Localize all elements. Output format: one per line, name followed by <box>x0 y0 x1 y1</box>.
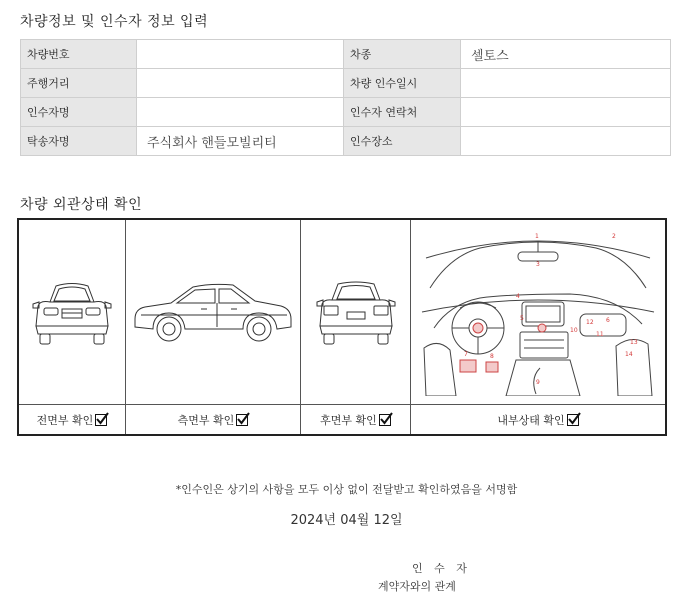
exterior-check-title: 차량 외관상태 확인 <box>20 197 143 213</box>
receiver-contact-field[interactable] <box>461 98 671 127</box>
car-rear-diagram <box>314 272 398 352</box>
table-row <box>21 98 671 127</box>
car-interior-diagram <box>420 228 656 396</box>
relation-label: 계약자와의 관계 <box>378 580 456 593</box>
table-row <box>21 40 671 69</box>
marker-label: 12 <box>586 319 594 326</box>
inspection-grid <box>17 218 667 436</box>
table-row <box>21 127 671 156</box>
label-handover-location: 인수장소 <box>344 127 461 156</box>
marker-label: 9 <box>536 379 540 386</box>
marker-label: 2 <box>612 233 616 240</box>
marker-label: 14 <box>625 351 633 358</box>
label-receiver-contact: 인수자 연락처 <box>344 98 461 127</box>
signer-label: 인 수 자 <box>412 562 471 575</box>
vehicle-number-field[interactable] <box>137 40 344 69</box>
car-side-diagram <box>131 279 295 345</box>
label-receiver-name: 인수자명 <box>21 98 137 127</box>
checkmark-icon <box>379 412 393 426</box>
interior-check[interactable] <box>411 405 665 435</box>
marker-label: 4 <box>516 293 520 300</box>
marker-label: 3 <box>536 261 540 268</box>
marker-label: 8 <box>490 353 494 360</box>
signature-date: 2024년 04월 12일 <box>290 513 403 528</box>
label-driver-name: 탁송자명 <box>21 127 137 156</box>
vehicle-info-title: 차량정보 및 인수자 정보 입력 <box>20 14 209 30</box>
checkmark-icon <box>567 412 581 426</box>
mileage-field[interactable] <box>137 69 344 98</box>
rear-checkbox[interactable] <box>379 414 391 426</box>
interior-check-label: 내부상태 확인 <box>497 414 565 427</box>
side-check-label: 측면부 확인 <box>177 414 235 427</box>
checkmark-icon <box>236 412 250 426</box>
vehicle-model-field[interactable]: 셀토스 <box>461 40 671 69</box>
label-vehicle-model: 차종 <box>344 40 461 69</box>
handover-datetime-field[interactable] <box>461 69 671 98</box>
marker-label: 5 <box>520 315 524 322</box>
side-view-cell <box>126 220 301 434</box>
handover-location-field[interactable] <box>461 127 671 156</box>
front-checkbox[interactable] <box>95 414 107 426</box>
side-checkbox[interactable] <box>236 414 248 426</box>
front-check-label: 전면부 확인 <box>36 414 94 427</box>
car-front-diagram <box>30 272 114 352</box>
interior-checkbox[interactable] <box>567 414 579 426</box>
marker-label: 11 <box>596 331 604 338</box>
label-mileage: 주행거리 <box>21 69 137 98</box>
side-check[interactable] <box>126 405 300 435</box>
vehicle-info-table <box>20 39 671 156</box>
checkmark-icon <box>95 412 109 426</box>
front-check[interactable] <box>19 405 125 435</box>
label-vehicle-number: 차량번호 <box>21 40 137 69</box>
table-row <box>21 69 671 98</box>
receiver-name-field[interactable] <box>137 98 344 127</box>
rear-check-label: 후면부 확인 <box>320 414 377 427</box>
confirmation-statement: *인수인은 상기의 사항을 모두 이상 없이 전달받고 확인하였음을 서명함 <box>175 483 518 496</box>
marker-label: 7 <box>464 351 468 358</box>
marker-label: 13 <box>630 339 638 346</box>
marker-label: 1 <box>535 233 539 240</box>
rear-view-cell <box>301 220 411 434</box>
marker-label: 10 <box>570 327 578 334</box>
interior-view-cell <box>411 220 665 434</box>
rear-check[interactable] <box>301 405 410 435</box>
front-view-cell <box>19 220 126 434</box>
label-handover-datetime: 차량 인수일시 <box>344 69 461 98</box>
driver-name-field[interactable]: 주식회사 핸들모빌리티 <box>137 127 344 156</box>
marker-label: 6 <box>606 317 610 324</box>
